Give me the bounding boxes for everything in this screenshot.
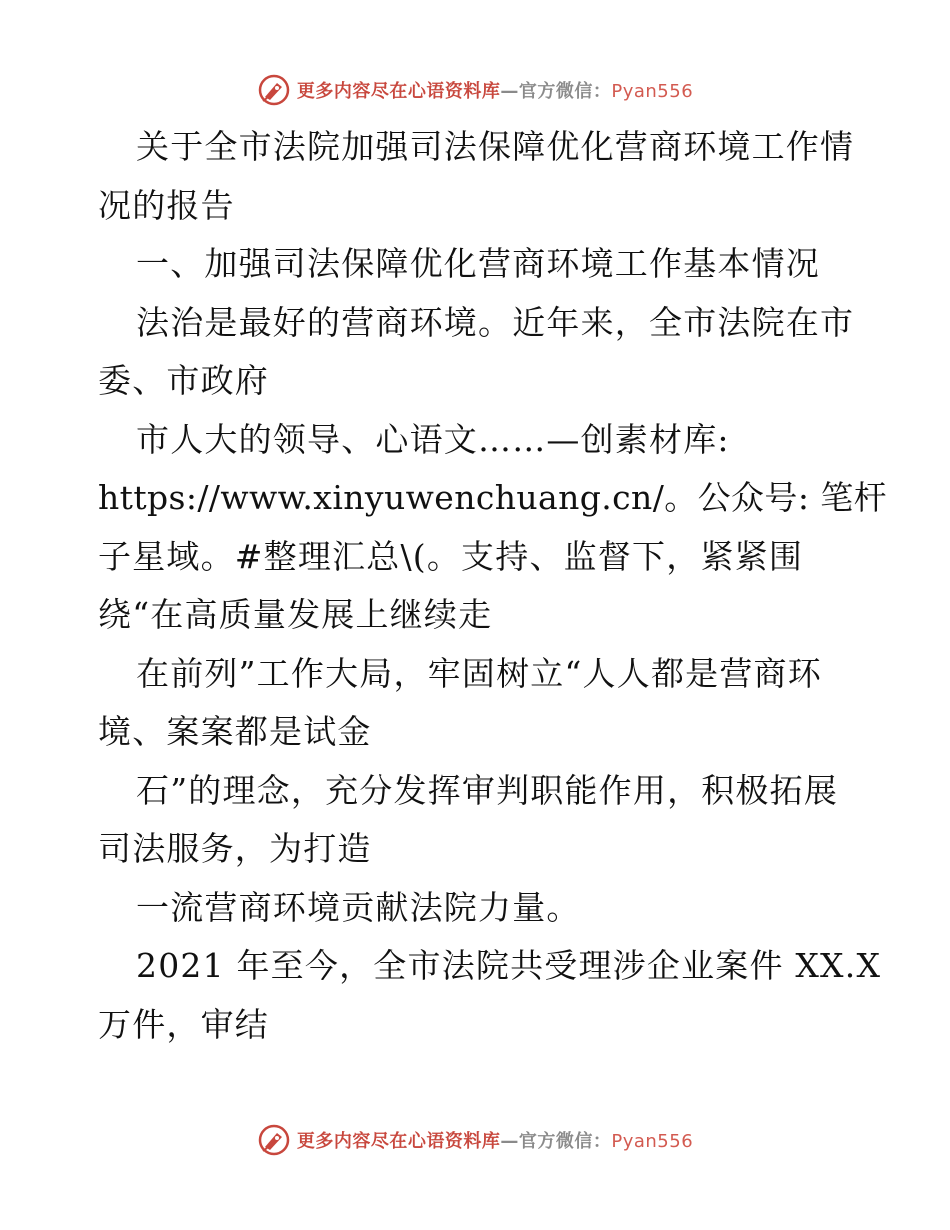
watermark-channel: 官方微信： [518, 1131, 612, 1152]
paragraph-line: 市人大的领导、心语文……—创素材库: [136, 419, 730, 459]
paragraph-line: 2021 年至今，全市法院共受理涉企业案件 XX.X [136, 946, 882, 985]
paragraph-line: 万件，审结 [98, 1004, 269, 1044]
paragraph-line: 法治是最好的营商环境。近年来，全市法院在市 [136, 302, 855, 342]
document-body [98, 118, 888, 1054]
watermark-account: Pyan556 [611, 1131, 694, 1152]
paragraph-line: 绕“在高质量发展上继续走 [98, 595, 493, 634]
header-watermark [0, 70, 950, 110]
title-line-1: 关于全市法院加强司法保障优化营商环境工作情 [136, 127, 855, 166]
footer-watermark [0, 1120, 950, 1160]
watermark-text [297, 1127, 693, 1153]
watermark-prefix: 更多内容尽在心语资料库 [296, 81, 501, 102]
paragraph-line: 司法服务，为打造 [98, 829, 372, 868]
pen-nib-circle-icon [257, 73, 291, 107]
pen-nib-circle-icon [257, 1123, 291, 1157]
paragraph-line: 在前列”工作大局，牢固树立“人人都是营商环 [136, 653, 822, 693]
watermark-dash: — [500, 1131, 519, 1152]
watermark-text [297, 77, 693, 103]
paragraph-line: 一流营商环境贡献法院力量。 [136, 887, 581, 927]
paragraph-line: 委、市政府 [98, 361, 269, 400]
watermark-dash: — [500, 81, 519, 102]
watermark-prefix: 更多内容尽在心语资料库 [296, 1131, 501, 1152]
paragraph-line: 境、案案都是试金 [98, 712, 372, 751]
title-line-2: 况的报告 [98, 185, 235, 225]
watermark-account: Pyan556 [611, 81, 694, 102]
paragraph-line: https://www.xinyuwenchuang.cn/。公众号: 笔杆 [98, 478, 888, 517]
watermark-channel: 官方微信： [518, 81, 612, 102]
section-heading: 一、加强司法保障优化营商环境工作基本情况 [136, 244, 820, 283]
paragraph-line: 石”的理念，充分发挥审判职能作用，积极拓展 [136, 770, 839, 810]
paragraph-line: 子星域。#整理汇总\(。支持、监督下，紧紧围 [98, 536, 804, 576]
